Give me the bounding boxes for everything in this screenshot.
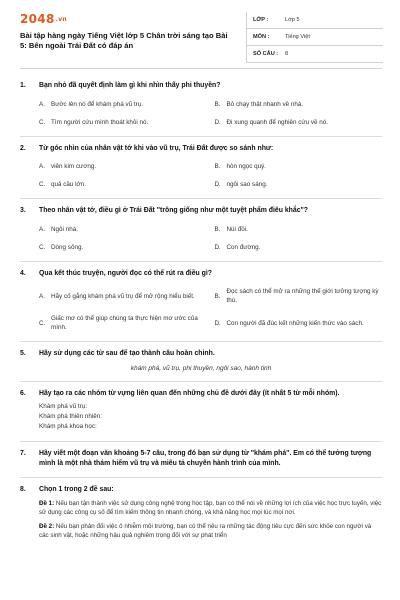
question-1 [20, 74, 382, 137]
question-2 [20, 137, 382, 200]
option-d[interactable]: D. Con đường. [214, 243, 261, 251]
option-a[interactable]: A. viên kim cương. [39, 163, 97, 170]
option-d[interactable]: D. Đi xung quanh để nghiên cứu về nó. [214, 118, 329, 126]
word-bank: khám phá, vũ trụ, phi thuyền, ngôi sao, hành tinh [130, 364, 272, 372]
topic-1: Đề 1: Nếu bạn tận thành việc sử dụng công nghệ trong học tập, bạn có thể nói về những lợi ích của việc học trực tuyến, việc sử dụng các công cụ số để tìm kiếm thông tin nhanh chóng, và khả năng học mọi lúc mọi nơi. [39, 499, 382, 516]
question-text: Từ góc nhìn của nhân vật tớ khi vào vũ trụ, Trái Đất được so sánh như: [39, 144, 274, 152]
question-text: Chọn 1 trong 2 đề sau: [39, 486, 114, 493]
question-number: 7. [20, 450, 26, 457]
question-number: 8. [20, 486, 26, 493]
option-c[interactable]: C. Giấc mơ có thể giúp chúng ta thực hiện mơ ước của mình. [39, 315, 198, 331]
meta-value: 8 [285, 51, 289, 57]
option-c[interactable]: C. quả cầu lớn. [39, 181, 86, 188]
answer-options [20, 225, 382, 252]
option-b[interactable]: B. Bỏ chạy thật nhanh về nhà. [214, 100, 304, 108]
answer-options [20, 287, 382, 332]
question-number: 1. [20, 82, 26, 89]
question-heading [20, 389, 382, 399]
question-6 [20, 382, 382, 443]
question-heading [20, 449, 382, 468]
option-b[interactable]: B. Đọc sách có thể mở ra những thế giới tưởng tượng kỳ thú. [214, 288, 379, 304]
question-text: Hãy viết một đoạn văn khoảng 5-7 câu, trong đó bạn sử dụng từ "khám phá". Em có thể tưởng tượng mình là một nhà thám hiểm vũ trụ và miêu tả chuyến hành trình của mình. [39, 450, 372, 467]
question-heading [20, 144, 382, 154]
question-number: 6. [20, 389, 26, 397]
question-text: Qua kết thúc truyện, người đọc có thể rút ra điều gì? [39, 269, 212, 277]
meta-label: SỐ CÂU : [253, 51, 279, 57]
question-8 [20, 478, 382, 550]
answer-options [20, 162, 382, 189]
meta-row-count [247, 46, 383, 63]
header-divider [20, 68, 382, 69]
site-logo[interactable]: 2048.vn [20, 12, 67, 26]
meta-row-subject [247, 29, 383, 46]
worksheet-title: Bài tập hàng ngày Tiếng Việt lớp 5 Chân trời sáng tạo Bài 5: Bên ngoài Trái Đất có đáp án [20, 31, 228, 50]
meta-value: Tiếng Việt [285, 34, 310, 40]
option-c[interactable]: C. Dòng sông. [39, 243, 84, 251]
question-text: Hãy sử dụng các từ sau để tạo thành câu hoàn chỉnh. [39, 350, 215, 357]
answer-line[interactable]: Khám phá vũ trụ: [39, 403, 87, 410]
answer-line[interactable]: Khám phá khoa học: [39, 423, 97, 430]
question-heading [20, 81, 382, 91]
question-4 [20, 262, 382, 343]
question-number: 4. [20, 269, 26, 277]
question-3 [20, 199, 382, 262]
question-list [20, 74, 382, 550]
meta-value: Lớp 5 [285, 17, 300, 23]
option-d[interactable]: D. ngôi sao sáng. [214, 181, 268, 188]
question-number: 2. [20, 144, 26, 152]
option-a[interactable]: A. Ngôi nhà. [39, 225, 78, 233]
answer-line[interactable]: Khám phá thiên nhiên: [39, 413, 103, 420]
option-c[interactable]: C. Tìm người cứu mình thoát khỏi nó. [39, 118, 149, 126]
question-text: Theo nhân vật tớ, điều gì ở Trái Đất "trông giống như một tuyệt phẩm điêu khắc"? [39, 207, 309, 214]
meta-label: LỚP : [253, 17, 269, 23]
question-heading [20, 269, 382, 279]
question-heading [20, 206, 382, 216]
worksheet-header [20, 12, 382, 62]
answer-options [20, 100, 382, 127]
question-number: 3. [20, 207, 26, 214]
meta-row-class [247, 12, 383, 29]
meta-label: MÔN : [253, 34, 270, 40]
question-7 [20, 442, 382, 478]
option-a[interactable]: A. Hãy cố gắng khám phá vũ trụ để mở rộng hiểu biết. [39, 292, 195, 300]
question-heading [20, 485, 382, 495]
option-a[interactable]: A. Bước lên nó để khám phá vũ trụ. [39, 100, 144, 108]
option-b[interactable]: B. Núi đồi. [214, 225, 248, 233]
answer-lines [20, 402, 382, 432]
question-5 [20, 342, 382, 382]
question-text: Hãy tạo ra các nhóm từ vựng liên quan đến những chủ đề dưới đây (ít nhất 5 từ mỗi nhóm). [39, 389, 340, 397]
meta-table [246, 12, 383, 63]
topic-2: Đề 2: Nếu bạn phản đối việc ô nhiễm môi trường, bạn có thể nêu ra những tác động tiêu cực đến sức khỏe con người và các sinh vật, hoặc những hậu quả nghiêm trọng đối với sự phát triển [39, 522, 372, 539]
option-d[interactable]: D. Con người đã đúc kết những kiến thức vào sách. [214, 319, 364, 327]
question-number: 5. [20, 350, 26, 357]
question-text: Bạn nhỏ đã quyết định làm gì khi nhìn thấy phi thuyền? [39, 82, 221, 89]
option-b[interactable]: B. hòn ngọc quý. [214, 163, 267, 170]
question-heading [20, 349, 382, 359]
